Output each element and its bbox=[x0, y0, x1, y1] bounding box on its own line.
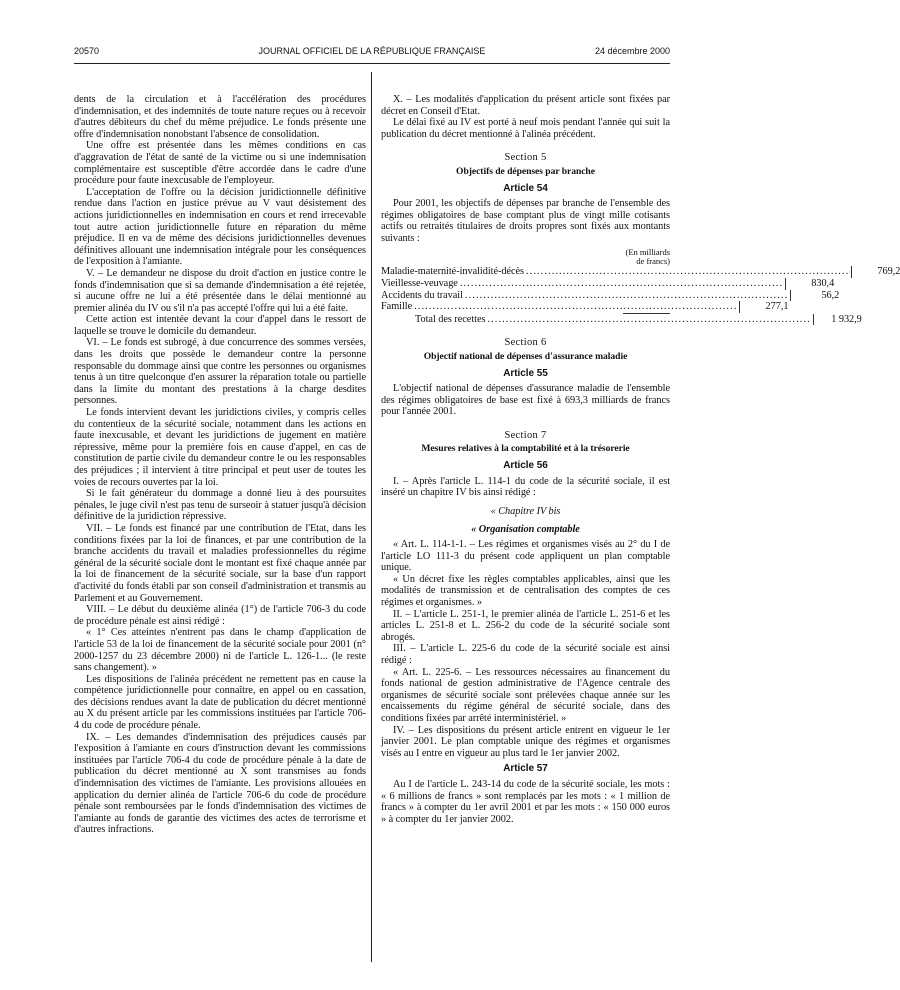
table-row bbox=[381, 266, 900, 278]
leader-dots: ........................................................................................ bbox=[464, 289, 789, 301]
header-rule bbox=[74, 63, 670, 64]
unit-note-line: (En milliards bbox=[625, 246, 670, 257]
unit-note-line: de francs) bbox=[636, 255, 670, 266]
page-number: 20570 bbox=[74, 46, 100, 56]
paragraph: L'acceptation de l'offre ou la décision juridictionnelle définitive rendue dans l'action en justice prévue au V vaut désistement des actions juridictionnelles en indemnisation en cours et rend irrecevable tout autre action juridictionnelle future en réparation du même préjudice. Il en va de même des décisions juridictionnelles devenues définitives allouant une indemnisation intégrale pour les conséquences de l'exposition à l'amiante. bbox=[74, 186, 366, 268]
row-value: 56,2 bbox=[790, 290, 839, 302]
chapter-title: « Organisation comptable bbox=[471, 524, 580, 536]
leader-dots: ........................................................................................ bbox=[459, 277, 784, 289]
total-label: Total des recettes bbox=[415, 313, 486, 325]
row-value: 277,1 bbox=[739, 301, 788, 313]
section-label: Section 7 bbox=[504, 429, 547, 441]
paragraph: « Art. L. 114-1-1. – Les régimes et organismes visés au 2° du I de l'article LO 111-3 du présent code appliquent un plan comptable unique. bbox=[381, 539, 670, 574]
table-row bbox=[381, 277, 835, 290]
issue-date: 24 décembre 2000 bbox=[594, 46, 670, 56]
section-title: Objectifs de dépenses par branche bbox=[456, 165, 595, 177]
journal-title: JOURNAL OFFICIEL DE LA RÉPUBLIQUE FRANÇAISE bbox=[258, 46, 486, 56]
expense-table bbox=[381, 266, 900, 325]
left-column bbox=[74, 94, 366, 836]
paragraph: « Art. L. 225-6. – Les ressources nécessaires au financement du fonds national de gestion administrative de l'Agence centrale des organismes de sécurité sociale sont prélevées chaque année sur les encaissements du régime général de sécurité sociale, dans des conditions fixées par arrêté interministériel. » bbox=[381, 666, 670, 724]
section-label: Section 5 bbox=[504, 152, 547, 164]
paragraph: Une offre est présentée dans les mêmes conditions en cas d'aggravation de l'état de santé de la victime ou si une indemnisation complémentaire est susceptible d'être accordée dans le cadre d'une procédure pour faute inexcusable de l'employeur. bbox=[74, 140, 366, 187]
unit-note bbox=[381, 248, 670, 267]
paragraph: III. – L'article L. 225-6 du code de la sécurité sociale est ainsi rédigé : bbox=[381, 643, 670, 666]
paragraph: Cette action est intentée devant la cour d'appel dans le ressort de laquelle se trouve le domicile du demandeur. bbox=[74, 314, 366, 337]
article-heading: Article 57 bbox=[503, 763, 548, 775]
paragraph: X. – Les modalités d'application du présent article sont fixées par décret en Conseil d'Etat. bbox=[381, 94, 670, 117]
paragraph: dents de la circulation et à l'accélération des procédures d'indemnisation, et des indemnités de toute nature reçues ou à recevoir d'autres débiteurs du chef du même préjudice. Le fonds présente une offre d'indemnisation nonobstant l'absence de consolidation. bbox=[74, 94, 366, 140]
row-label: Famille bbox=[381, 301, 413, 313]
table-row bbox=[381, 301, 789, 313]
paragraph: Le fonds intervient devant les juridictions civiles, y compris celles du contentieux de la sécurité sociale, notamment dans les actions en faute inexcusable, et devant les juridictions de jugement en matière répressive, même pour la première fois en cause d'appel, en cas de constitution de partie civile du demandeur contre le ou les responsables des préjudices ; il intervient à titre principal et peut user de toutes les voies de recours ouvertes par la loi. bbox=[74, 407, 366, 488]
paragraph: L'objectif national de dépenses d'assurance maladie de l'ensemble des régimes obligatoires de base est fixé à 693,3 milliards de francs pour l'année 2001. bbox=[381, 383, 670, 418]
section-title: Objectif national de dépenses d'assurance maladie bbox=[423, 350, 628, 362]
paragraph: « Un décret fixe les règles comptables applicables, ainsi que les modalités de transmission et de centralisation des comptes de ces régimes et organismes. » bbox=[381, 573, 670, 608]
section-title: Mesures relatives à la comptabilité et à la trésorerie bbox=[421, 443, 630, 455]
column-divider bbox=[371, 72, 372, 962]
page-header bbox=[74, 46, 670, 60]
paragraph: VII. – Le fonds est financé par une contribution de l'Etat, dans les conditions fixées par la loi de finances, et par une contribution de la branche accidents du travail et maladies professionnelles du régime général de la sécurité sociale dont le montant est fixé chaque année par la loi de financement de la sécurité sociale, sur la base d'un rapport d'activité du fonds établi par son conseil d'administration et transmis au Parlement et au Gouvernement. bbox=[74, 522, 366, 604]
paragraph: « 1° Ces atteintes n'entrent pas dans le champ d'application de l'article 53 de la loi de financement de la sécurité sociale pour 2001 (n° 2000-1257 du 23 décembre 2000) ni de l'article L. 126-1... (le reste sans changement). » bbox=[74, 627, 366, 674]
table-total-row bbox=[381, 313, 862, 326]
paragraph: II. – L'article L. 251-1, le premier alinéa de l'article L. 251-6 et les articles L. 251-8 et L. 256-2 du code de la sécurité sociale sont abrogés. bbox=[381, 608, 670, 643]
row-label: Maladie-maternité-invalidité-décès bbox=[381, 266, 524, 278]
paragraph: Le délai fixé au IV est porté à neuf mois pendant l'année qui suit la publication du décret mentionné à l'alinéa précédent. bbox=[381, 117, 670, 140]
paragraph: Pour 2001, les objectifs de dépenses par branche de l'ensemble des régimes obligatoires de base comptant plus de vingt mille cotisants actifs ou retraités titulaires de droits propres sont fixés aux montants suivants : bbox=[381, 198, 670, 244]
section-label: Section 6 bbox=[504, 337, 547, 349]
row-value: 769,2 bbox=[851, 266, 900, 278]
chapter-heading: « Chapitre IV bis bbox=[490, 505, 561, 517]
paragraph: Si le fait générateur du dommage a donné lieu à des poursuites pénales, le juge civil n'est pas tenu de surseoir à statuer jusqu'à décision définitive de la juridiction répressive. bbox=[74, 488, 366, 523]
row-label: Vieillesse-veuvage bbox=[381, 277, 458, 289]
paragraph: Au I de l'article L. 243-14 du code de la sécurité sociale, les mots : « 6 millions de francs » sont remplacés par les mots : « 1 million de francs » à compter du 1er avril 2001 et par les mots : « 150 000 euros » à compter du 1er janvier 2002. bbox=[381, 778, 670, 825]
table-row bbox=[381, 289, 840, 302]
row-value: 830,4 bbox=[785, 278, 834, 290]
article-heading: Article 55 bbox=[503, 367, 548, 379]
paragraph: VI. – Le fonds est subrogé, à due concurrence des sommes versées, dans les droits que possède le demandeur contre la personne responsable du dommage ainsi que contre les personnes ou organismes tenus à un titre quelconque d'en assurer la réparation totale ou partielle dans la limite du montant des prestations à la charge desdites personnes. bbox=[74, 337, 366, 407]
paragraph: Les dispositions de l'alinéa précédent ne remettent pas en cause la compétence juridictionnelle pour connaître, en appel ou en cassation, des décisions rendues avant la date de publication du décret mentionné au X du présent article par les commissions instituées par l'article 706-4 du code de procédure pénale. bbox=[74, 673, 366, 732]
total-value: 1 932,9 bbox=[813, 314, 862, 326]
right-column bbox=[381, 94, 900, 825]
leader-dots: ........................................................................................ bbox=[414, 301, 738, 313]
leader-dots: ........................................................................................ bbox=[487, 313, 811, 325]
paragraph: VIII. – Le début du deuxième alinéa (1°) de l'article 706-3 du code de procédure pénale est ainsi rédigé : bbox=[74, 604, 366, 627]
article-heading: Article 54 bbox=[503, 182, 548, 194]
article-heading: Article 56 bbox=[503, 460, 548, 472]
paragraph: I. – Après l'article L. 114-1 du code de la sécurité sociale, il est inséré un chapitre IV bis ainsi rédigé : bbox=[381, 475, 670, 499]
paragraph: V. – Le demandeur ne dispose du droit d'action en justice contre le fonds d'indemnisation que si sa demande d'indemnisation a été rejetée, si aucune offre ne lui a été présentée dans le délai mentionné au premier alinéa du IV ou s'il n'a pas accepté l'offre qui lui a été faite. bbox=[74, 267, 366, 314]
row-label: Accidents du travail bbox=[381, 289, 463, 301]
leader-dots: ........................................................................................ bbox=[525, 266, 850, 278]
paragraph: IV. – Les dispositions du présent article entrent en vigueur le 1er janvier 2001. Le plan comptable unique des régimes et organismes visés au I entre en vigueur au plus tard le 1er janvier 2002. bbox=[381, 724, 670, 759]
paragraph: IX. – Les demandes d'indemnisation des préjudices causés par l'exposition à l'amiante en cours d'instruction devant les commissions instituées par l'article 706-4 du code de procédure pénale à la date de publication du décret mentionné au X sont transmises au fonds d'indemnisation des victimes de l'amiante. Les provisions allouées en application du dernier alinéa de l'article 706-6 du code de procédure pénale sont remboursées par le fonds d'indemnisation des victimes de l'amiante au fonds de garantie des victimes des actes de terrorisme et d'autres infractions. bbox=[74, 731, 366, 836]
